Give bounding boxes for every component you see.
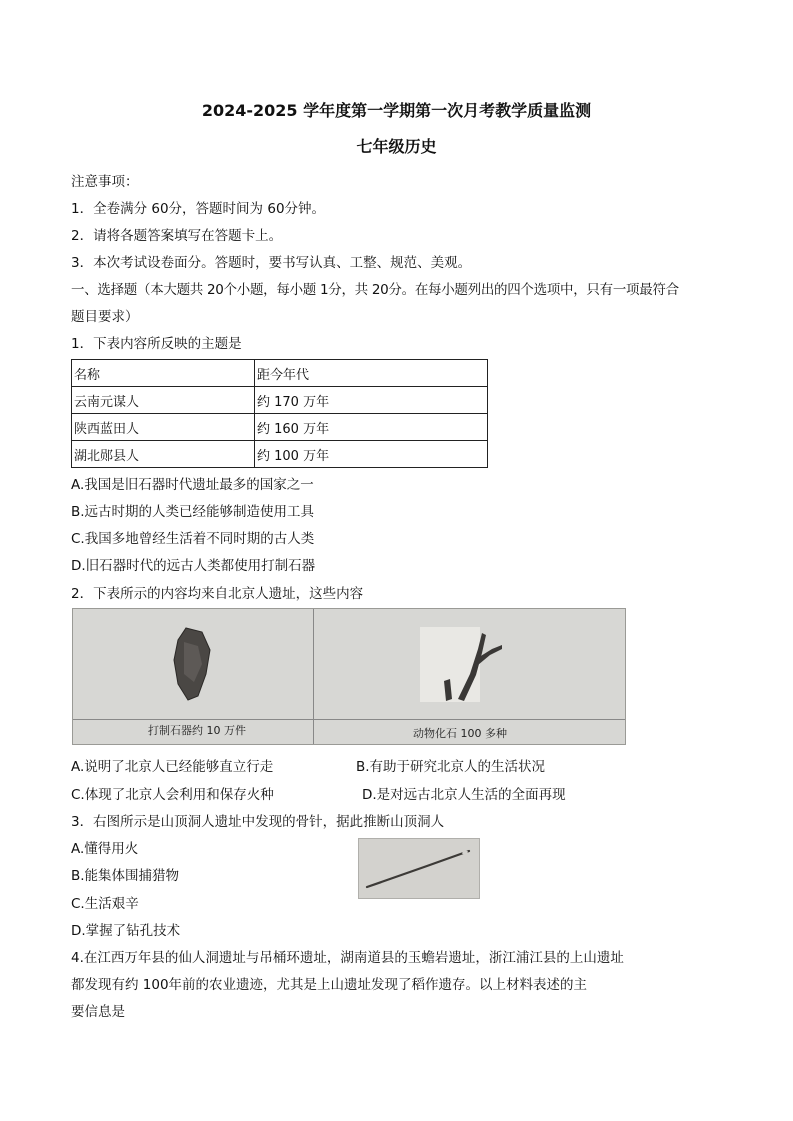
q2-artifact-photo [72,608,626,745]
q1-option-b: B.远古时期的人类已经能够制造使用工具 [71,504,315,520]
note-item: 2．请将各题答案填写在答题卡上。 [71,228,283,244]
q2-option-d: D.是对远古北京人生活的全面再现 [362,787,566,803]
q1-stem: 1．下表内容所反映的主题是 [71,336,242,352]
photo-caption-fossils: 动物化石 100 多种 [413,727,507,740]
table-cell: 云南元谋人 [72,387,255,414]
bone-needle-photo [358,838,480,899]
table-cell: 湖北郧县人 [72,441,255,468]
table-cell: 约 170 万年 [255,387,488,414]
q2-option-b: B.有助于研究北京人的生活状况 [356,759,546,775]
notes-heading: 注意事项： [71,174,139,190]
photo-divider [313,609,314,744]
q2-option-c: C.体现了北京人会利用和保存火种 [71,787,274,803]
section-instructions: 一、选择题（本大题共 20个小题，每小题 1分，共 20分。在每小题列出的四个选项中，只有一项最符合 [71,282,679,298]
table-cell: 陕西蓝田人 [72,414,255,441]
q3-stem: 3．右图所示是山顶洞人遗址中发现的骨针，据此推断山顶洞人 [71,814,445,830]
table-header-cell: 距今年代 [255,360,488,387]
q3-option-a: A.懂得用火 [71,841,139,857]
q4-stem-line: 4.在江西万年县的仙人洞遗址与吊桶环遗址，湖南道县的玉蟾岩遗址，浙江浦江县的上山遗址 [71,950,624,966]
table-cell: 约 160 万年 [255,414,488,441]
bone-needle-image [359,839,479,898]
q1-option-a: A.我国是旧石器时代遗址最多的国家之一 [71,477,314,493]
animal-fossil-image [418,619,508,714]
table-row [72,387,488,414]
stone-tool-image [168,624,218,704]
q2-stem: 2．下表所示的内容均来自北京人遗址，这些内容 [71,586,364,602]
photo-caption-stone-tools: 打制石器约 10 万件 [148,724,246,737]
section-instructions-cont: 题目要求） [71,309,139,325]
q1-option-d: D.旧石器时代的远古人类都使用打制石器 [71,558,316,574]
table-header-cell: 名称 [72,360,255,387]
q3-option-d: D.掌握了钻孔技术 [71,923,181,939]
exam-subtitle: 七年级历史 [356,137,437,156]
photo-caption-line [73,719,625,720]
table-cell: 约 100 万年 [255,441,488,468]
q3-option-c: C.生活艰辛 [71,896,139,912]
q4-stem-line: 要信息是 [71,1004,125,1020]
table-header-row [72,360,488,387]
q4-stem-line: 都发现有约 100年前的农业遗迹，尤其是上山遗址发现了稻作遗存。以上材料表述的主 [71,977,588,993]
note-item: 1．全卷满分 60分，答题时间为 60分钟。 [71,201,326,217]
q1-table [71,359,488,468]
q1-option-c: C.我国多地曾经生活着不同时期的古人类 [71,531,315,547]
table-row [72,414,488,441]
note-item: 3．本次考试设卷面分。答题时，要书写认真、工整、规范、美观。 [71,255,472,271]
q3-option-b: B.能集体围捕猎物 [71,868,180,884]
table-row [72,441,488,468]
q2-option-a: A.说明了北京人已经能够直立行走 [71,759,274,775]
exam-title: 2024-2025 学年度第一学期第一次月考教学质量监测 [201,101,592,120]
